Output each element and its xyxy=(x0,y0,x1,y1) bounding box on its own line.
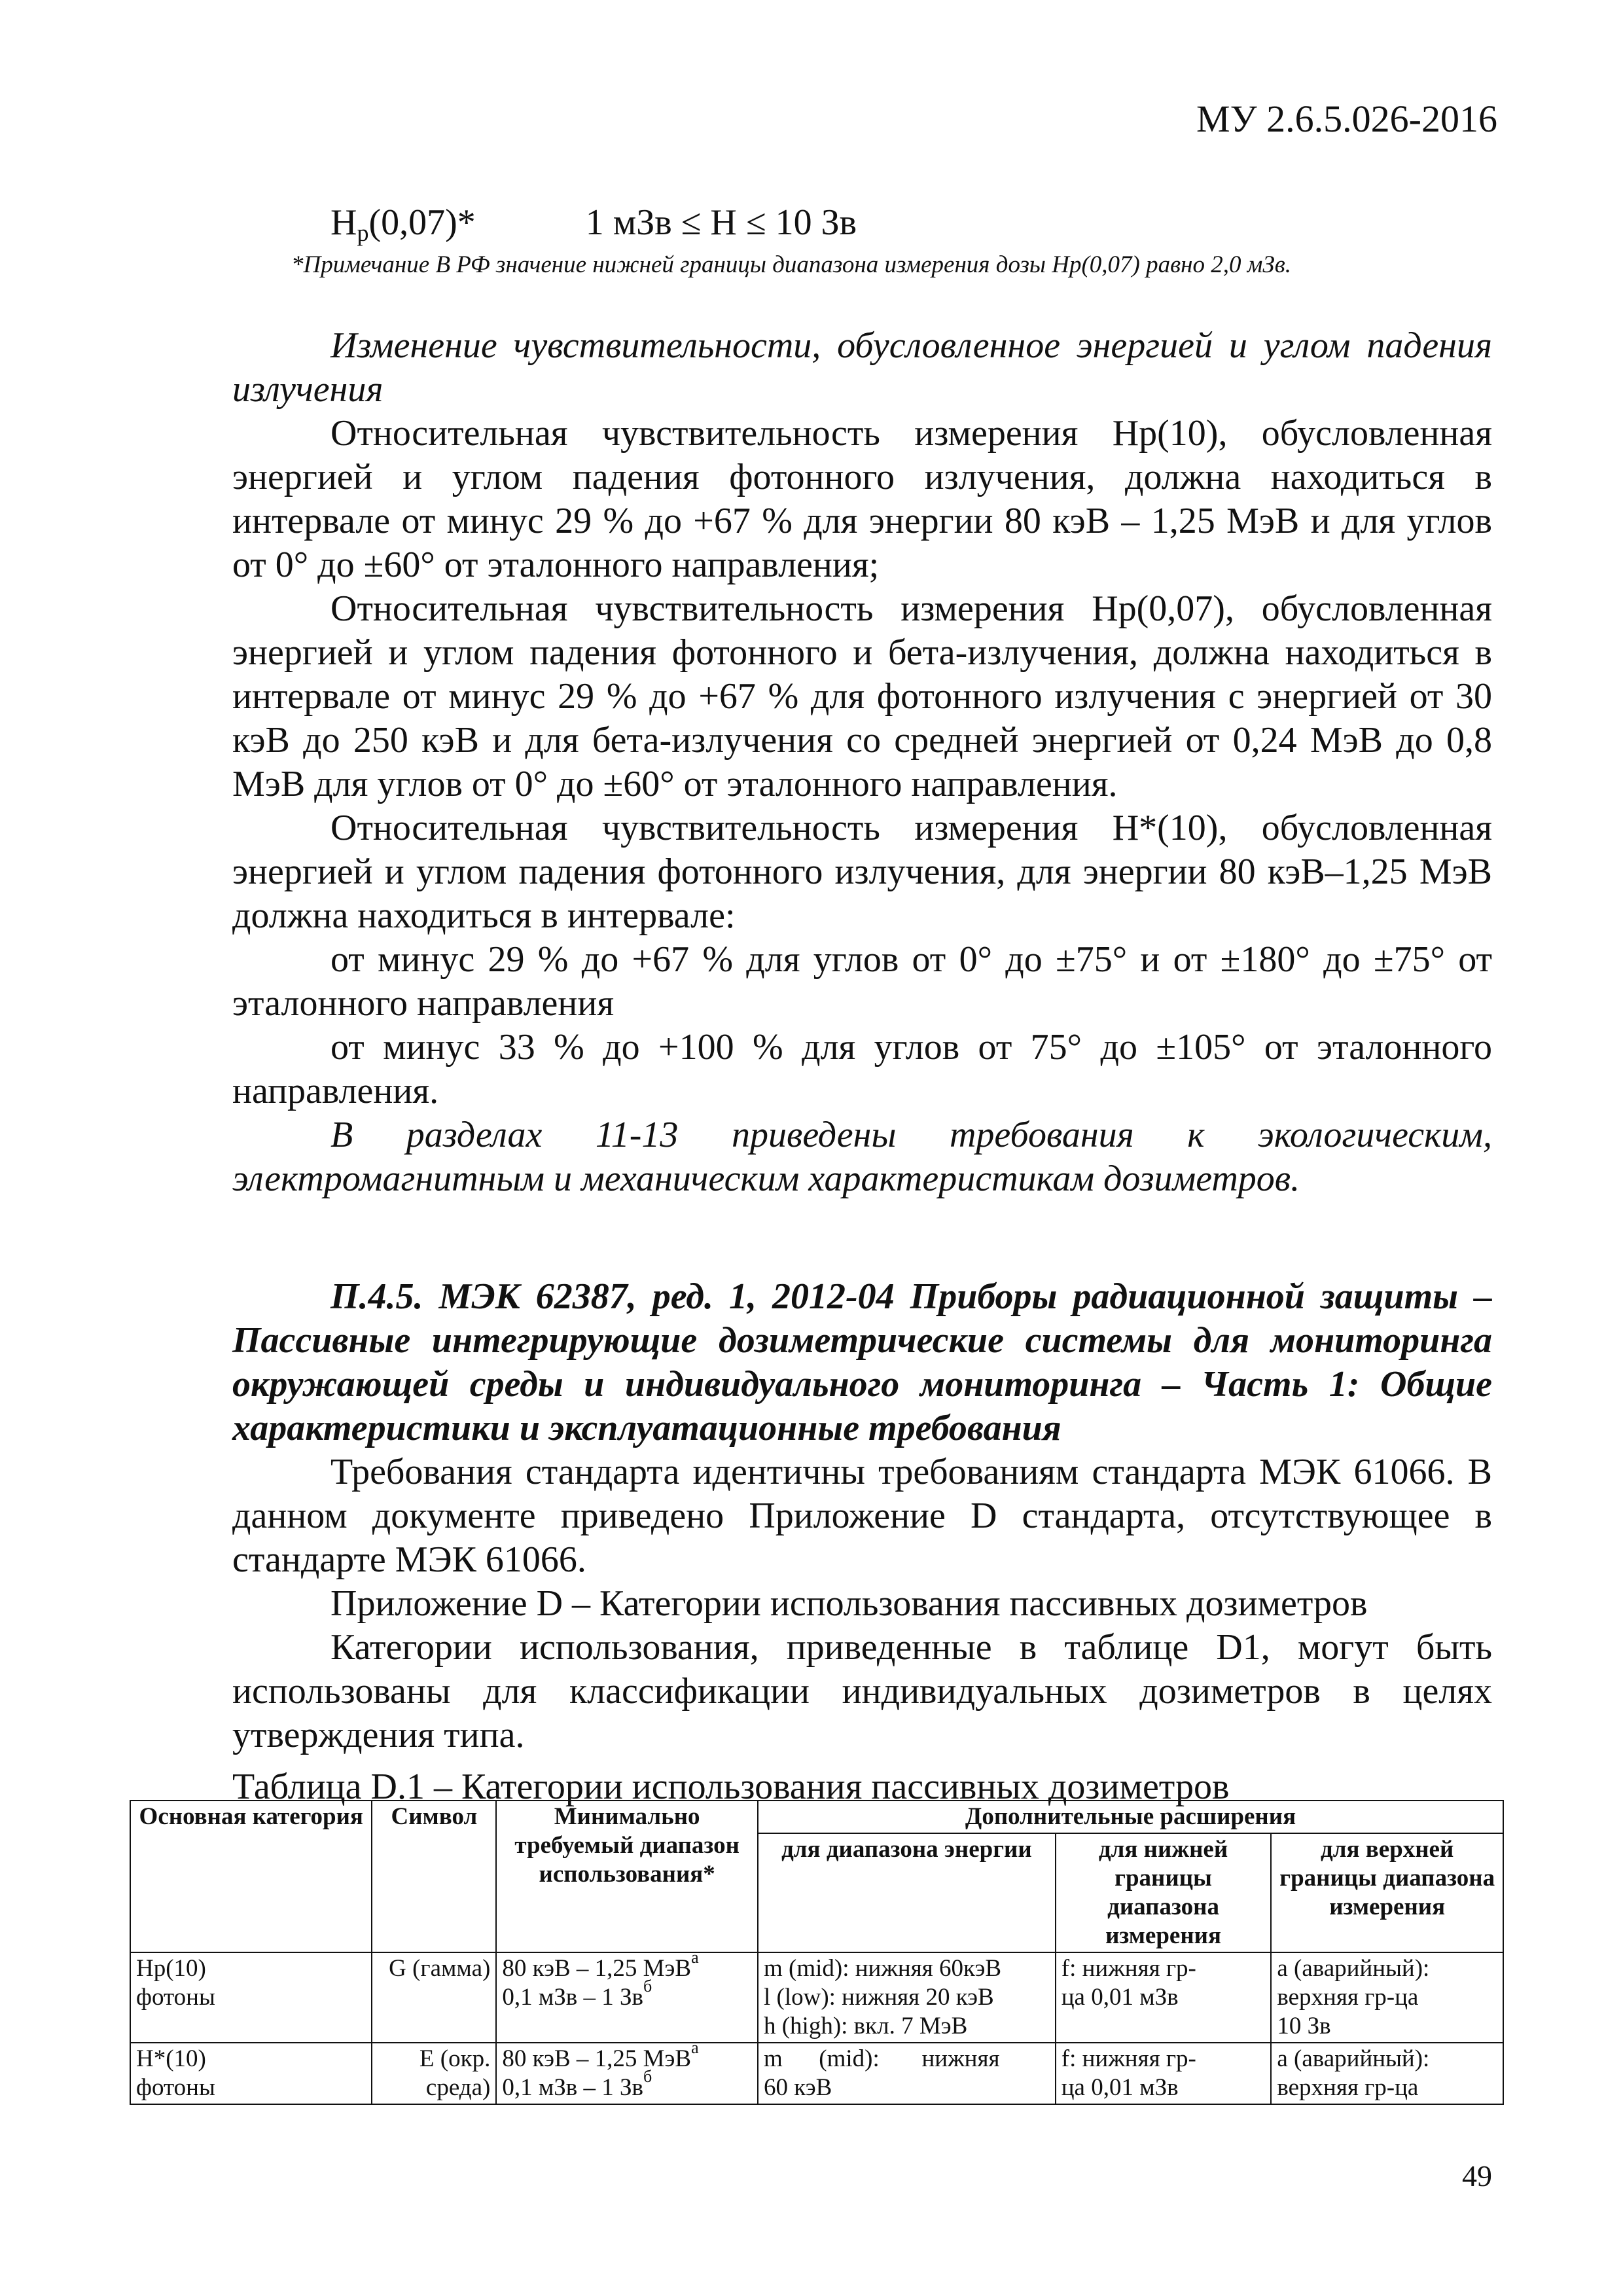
formula-range: 1 мЗв ≤ H ≤ 10 Зв xyxy=(585,202,857,243)
paragraph: Относительная чувствительность измерения H*(10), обусловленная энергией и углом падения фотонного излучения, для энергии 80 кэВ–1,25 МэВ должна находиться в интервале: xyxy=(232,808,1492,936)
header-upper-limit: для верхней границы диапазона измерения xyxy=(1271,1833,1503,1952)
paragraph: от минус 29 % до +67 % для углов от 0° до ±75° и от ±180° до ±75° от эталонного направления xyxy=(232,939,1492,1024)
cell-upper-limit: a (аварийный): верхняя гр-ца 10 Зв xyxy=(1271,1952,1503,2043)
cell-lower-limit: f: нижняя гр- ца 0,01 мЗв xyxy=(1056,2043,1272,2104)
cell-symbol: G (гамма) xyxy=(372,1952,496,2043)
header-lower-limit: для нижней границы диапазона измерения xyxy=(1056,1833,1272,1952)
section-iec-62387 xyxy=(232,1275,1492,1757)
cell-min-range: 80 кэВ – 1,25 МэВ$^а$ 0,1 мЗв – 1 $Зв^б$ xyxy=(496,1952,758,2043)
formula-quantity: H xyxy=(330,202,357,243)
document-number: МУ 2.6.5.026-2016 xyxy=(1196,98,1497,140)
paragraph: Относительная чувствительность измерения Hp(0,07), обусловленная энергией и углом падения фотонного и бета-излучения, должна находиться в интервале от минус 29 % до +67 % для фотонного излучения с энергией от 30 кэВ до 250 кэВ и для бета-излучения со средней энергией от 0,24 МэВ до 0,8 МэВ для углов от 0° до ±60° от эталонного направления. xyxy=(232,588,1492,804)
header-min-range: Минимально требуемый диапазон использования* xyxy=(496,1801,758,1952)
header-extensions: Дополнительные расширения xyxy=(758,1801,1503,1833)
table-header-row xyxy=(130,1801,1503,1833)
table-caption: Таблица D.1 – Категории использования пассивных дозиметров xyxy=(232,1767,1230,1807)
formula-argument: (0,07)* xyxy=(368,202,476,243)
cell-category: Hp(10) фотоны xyxy=(130,1952,372,2043)
paragraph: от минус 33 % до +100 % для углов от 75° до ±105° от эталонного направления. xyxy=(232,1027,1492,1111)
cell-symbol: E (окр. среда) xyxy=(372,2043,496,2104)
cell-min-range: 80 кэВ – 1,25 МэВ$^а$ 0,1 мЗв – 1 $Зв^б$ xyxy=(496,2043,758,2104)
section-heading: Изменение чувствительности, обусловленное энергией и углом падения излучения xyxy=(232,325,1492,410)
section-sensitivity xyxy=(232,324,1492,1201)
cell-upper-limit: a (аварийный): верхняя гр-ца xyxy=(1271,2043,1503,2104)
paragraph: В разделах 11-13 приведены требования к экологическим, электромагнитным и механическим характеристикам дозиметров. xyxy=(232,1115,1492,1199)
page-number: 49 xyxy=(1462,2159,1492,2193)
header-symbol: Символ xyxy=(372,1801,496,1952)
usage-categories-table xyxy=(130,1800,1504,2105)
table-row xyxy=(130,2043,1503,2104)
table-row xyxy=(130,1952,1503,2043)
paragraph: Категории использования, приведенные в таблице D1, могут быть использованы для классификации индивидуальных дозиметров в целях утверждения типа. xyxy=(232,1627,1492,1755)
dose-range-formula xyxy=(330,202,857,246)
cell-energy-range: m (mid): нижняя 60кэВ l (low): нижняя 20 кэВ h (high): вкл. 7 МэВ xyxy=(758,1952,1056,2043)
formula-subscript: p xyxy=(357,220,369,246)
cell-energy-range: m (mid): нижняя 60 кэВ xyxy=(758,2043,1056,2104)
section-heading: П.4.5. МЭК 62387, ред. 1, 2012-04 Приборы радиационной защиты – Пассивные интегрирующие дозиметрические системы для мониторинга окружающей среды и индивидуального мониторинга – Часть 1: Общие характеристики и эксплуатационные требования xyxy=(232,1276,1492,1448)
footnote-text: *Примечание В РФ значение нижней границы диапазона измерения дозы Hp(0,07) равно 2,0 мЗв. xyxy=(291,251,1292,278)
cell-lower-limit: f: нижняя гр- ца 0,01 мЗв xyxy=(1056,1952,1272,2043)
paragraph: Приложение D – Категории использования пассивных дозиметров xyxy=(330,1583,1368,1624)
header-category: Основная категория xyxy=(130,1801,372,1952)
paragraph: Требования стандарта идентичны требованиям стандарта МЭК 61066. В данном документе приведено Приложение D стандарта, отсутствующее в стандарте МЭК 61066. xyxy=(232,1452,1492,1580)
paragraph: Относительная чувствительность измерения Hp(10), обусловленная энергией и углом падения фотонного излучения, должна находиться в интервале от минус 29 % до +67 % для энергии 80 кэВ – 1,25 МэВ и для углов от 0° до ±60° от эталонного направления; xyxy=(232,413,1492,585)
header-energy-range: для диапазона энергии xyxy=(758,1833,1056,1952)
cell-category: H*(10) фотоны xyxy=(130,2043,372,2104)
